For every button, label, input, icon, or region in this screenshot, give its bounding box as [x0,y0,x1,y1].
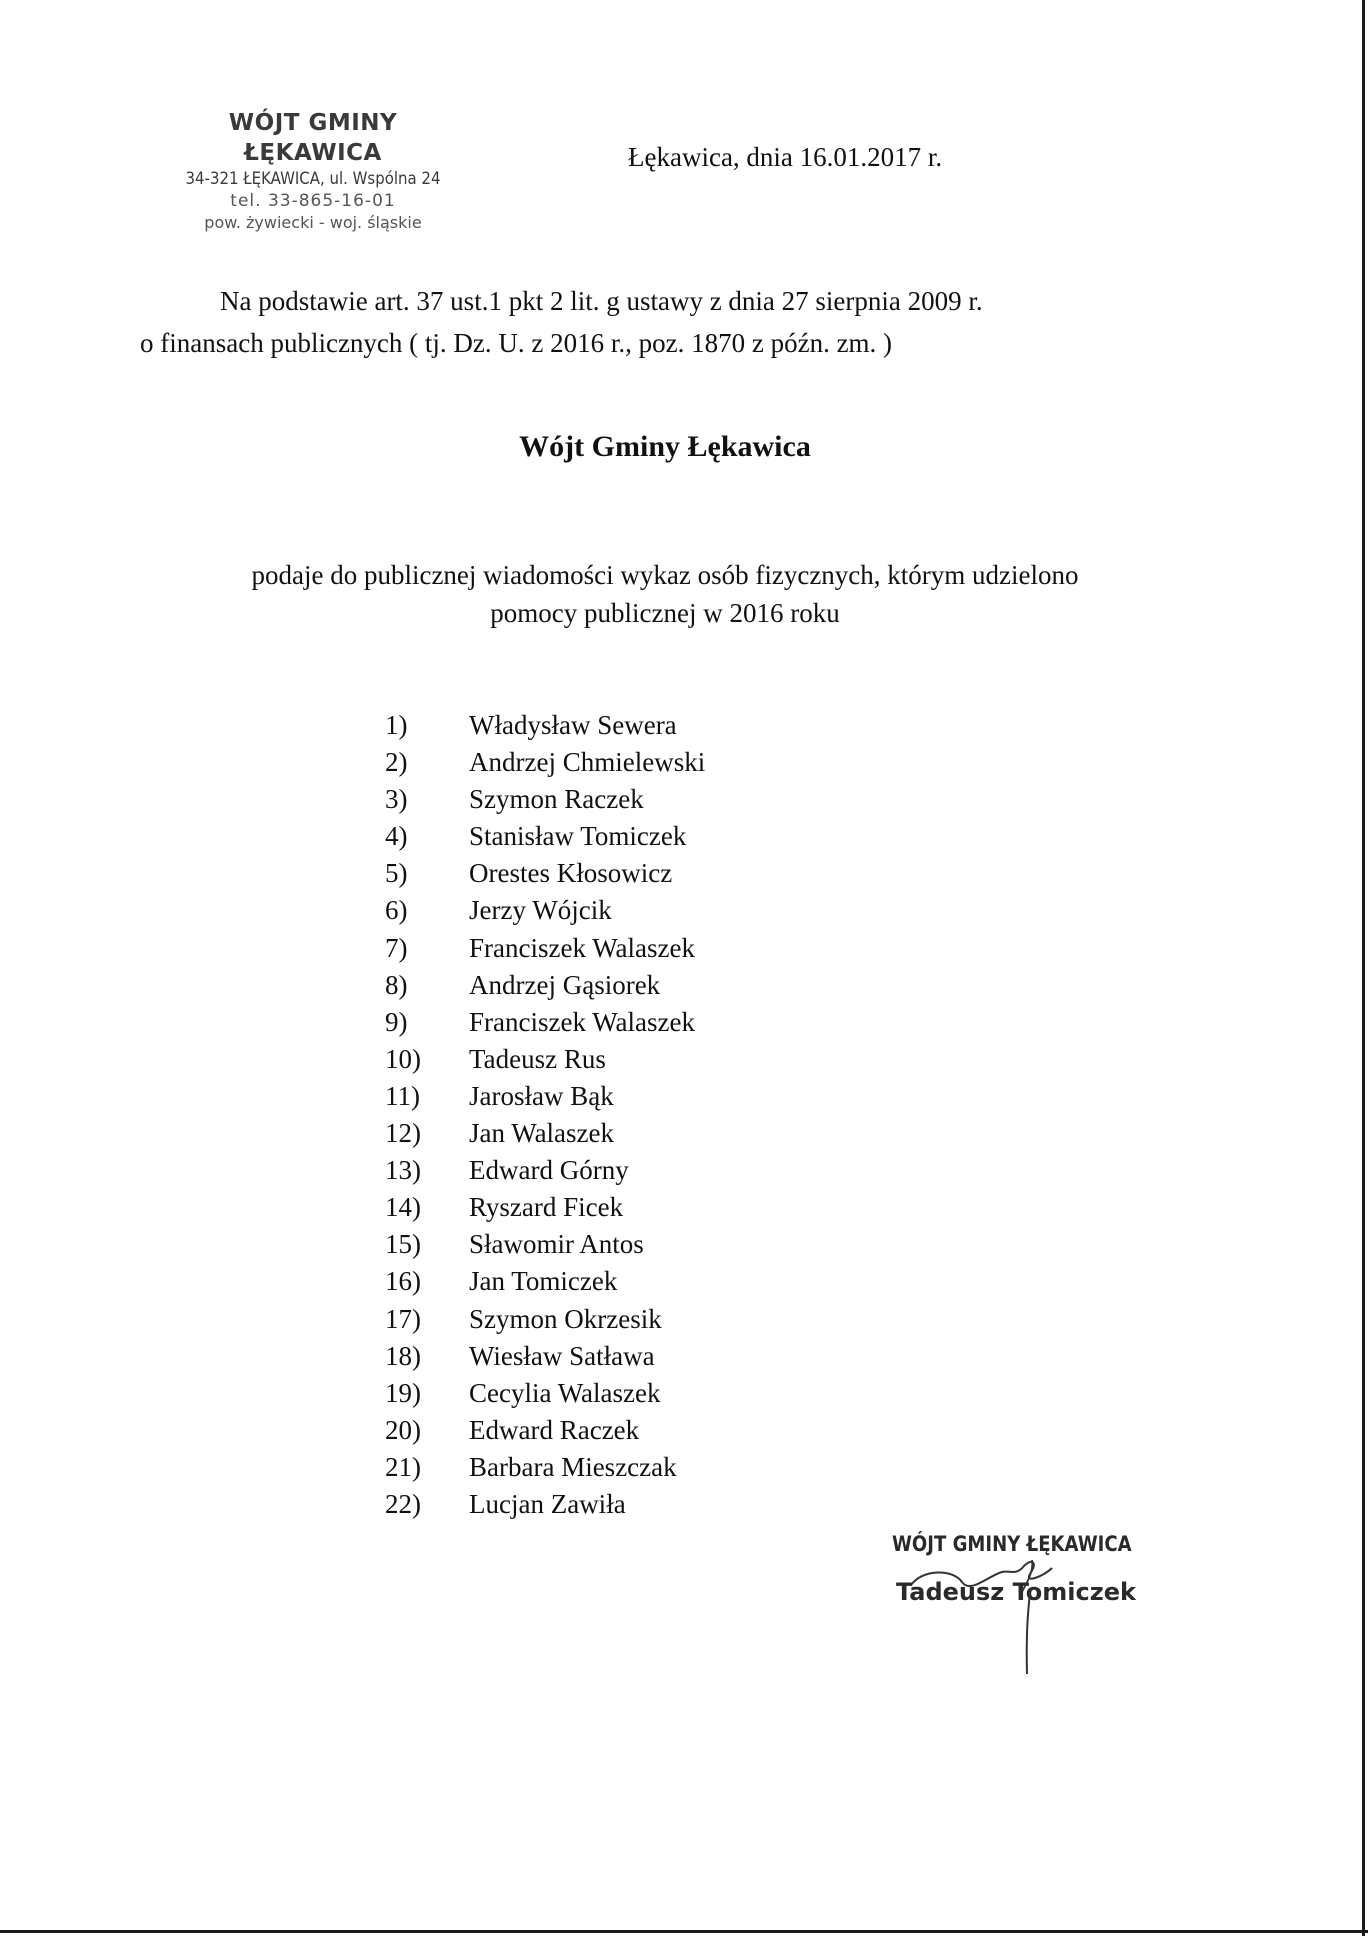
beneficiary-name: Barbara Mieszczak [469,1451,677,1482]
beneficiary-item [385,892,705,929]
beneficiary-item [385,1486,705,1523]
intro-text [160,556,1170,632]
beneficiary-number: 11) [385,1080,420,1111]
legal-basis [140,280,1160,364]
legal-basis-line-2: o finansach publicznych ( tj. Dz. U. z 2016 r., poz. 1870 z późn. zm. ) [140,328,893,358]
beneficiary-number: 7) [385,932,408,963]
page-edge-right [1362,0,1365,1936]
beneficiary-item [385,1412,705,1449]
beneficiary-number: 20) [385,1414,421,1445]
beneficiary-item [385,1375,705,1412]
signature-block [892,1532,1152,1682]
beneficiary-number: 10) [385,1043,421,1074]
beneficiary-item [385,1338,705,1375]
beneficiary-item [385,930,705,967]
beneficiary-number: 4) [385,821,408,852]
beneficiary-number: 9) [385,1006,408,1037]
beneficiary-number: 2) [385,747,408,778]
office-stamp [158,108,468,234]
beneficiary-number: 19) [385,1377,421,1408]
beneficiary-number: 22) [385,1488,421,1519]
beneficiary-number: 6) [385,895,408,926]
beneficiary-number: 5) [385,858,408,889]
beneficiary-number: 16) [385,1266,421,1297]
handwritten-signature-icon [892,1532,1152,1682]
beneficiary-name: Jan Tomiczek [469,1266,618,1297]
beneficiary-name: Franciszek Walaszek [469,1006,695,1037]
beneficiary-item [385,1078,705,1115]
beneficiary-item [385,1152,705,1189]
beneficiary-name: Orestes Kłosowicz [469,858,673,889]
beneficiary-number: 12) [385,1118,421,1149]
beneficiary-item [385,1449,705,1486]
stamp-phone: tel. 33-865-16-01 [230,191,396,211]
beneficiary-item [385,855,705,892]
beneficiary-name: Szymon Okrzesik [469,1303,662,1334]
legal-basis-line-1: Na podstawie art. 37 ust.1 pkt 2 lit. g ustawy z dnia 27 sierpnia 2009 r. [220,286,983,316]
beneficiary-name: Jerzy Wójcik [469,895,612,926]
beneficiary-number: 17) [385,1303,421,1334]
beneficiary-number: 13) [385,1155,421,1186]
beneficiary-number: 15) [385,1229,421,1260]
beneficiary-name: Stanisław Tomiczek [469,821,687,852]
document-heading: Wójt Gminy Łękawica [519,430,811,463]
beneficiary-name: Władysław Sewera [469,710,677,740]
beneficiary-name: Andrzej Chmielewski [469,747,706,778]
beneficiary-item [385,818,705,855]
beneficiary-name: Sławomir Antos [469,1229,644,1260]
beneficiary-item [385,707,705,744]
beneficiary-name: Andrzej Gąsiorek [469,969,661,1000]
beneficiary-name: Lucjan Zawiła [469,1488,626,1519]
beneficiary-number: 1) [385,710,408,740]
beneficiary-number: 18) [385,1340,421,1371]
beneficiary-item [385,967,705,1004]
page-edge-bottom [0,1930,1368,1933]
beneficiary-item [385,1004,705,1041]
stamp-address: 34-321 ŁĘKAWICA, ul. Wspólna 24 [185,169,441,189]
beneficiary-number: 8) [385,969,408,1000]
beneficiary-item [385,1301,705,1338]
beneficiary-name: Wiesław Satława [469,1340,655,1371]
signature-name: Tadeusz Tomiczek [896,1578,1136,1606]
beneficiary-item [385,1263,705,1300]
beneficiary-item [385,1041,705,1078]
beneficiary-name: Ryszard Ficek [469,1192,624,1223]
intro-line-2: pomocy publicznej w 2016 roku [490,598,840,628]
beneficiary-item [385,1226,705,1263]
beneficiary-number: 21) [385,1451,421,1482]
beneficiary-name: Tadeusz Rus [469,1043,606,1074]
beneficiary-name: Franciszek Walaszek [469,932,695,963]
beneficiary-item [385,744,705,781]
beneficiary-name: Cecylia Walaszek [469,1377,661,1408]
beneficiary-name: Jarosław Bąk [469,1080,614,1111]
document-date: Łękawica, dnia 16.01.2017 r. [628,142,943,172]
beneficiary-name: Szymon Raczek [469,784,644,815]
beneficiary-number: 3) [385,784,408,815]
stamp-title: WÓJT GMINY ŁĘKAWICA [228,110,398,166]
beneficiary-list [385,707,705,1523]
beneficiary-item [385,1189,705,1226]
beneficiary-name: Edward Górny [469,1155,629,1186]
beneficiary-name: Edward Raczek [469,1414,640,1445]
beneficiary-item [385,781,705,818]
intro-line-1: podaje do publicznej wiadomości wykaz osób fizycznych, którym udzielono [251,560,1079,590]
signature-title: WÓJT GMINY ŁĘKAWICA [892,1532,1132,1556]
stamp-region: pow. żywiecki - woj. śląskie [204,213,422,232]
beneficiary-item [385,1115,705,1152]
beneficiary-name: Jan Walaszek [469,1118,615,1149]
beneficiary-number: 14) [385,1192,421,1223]
